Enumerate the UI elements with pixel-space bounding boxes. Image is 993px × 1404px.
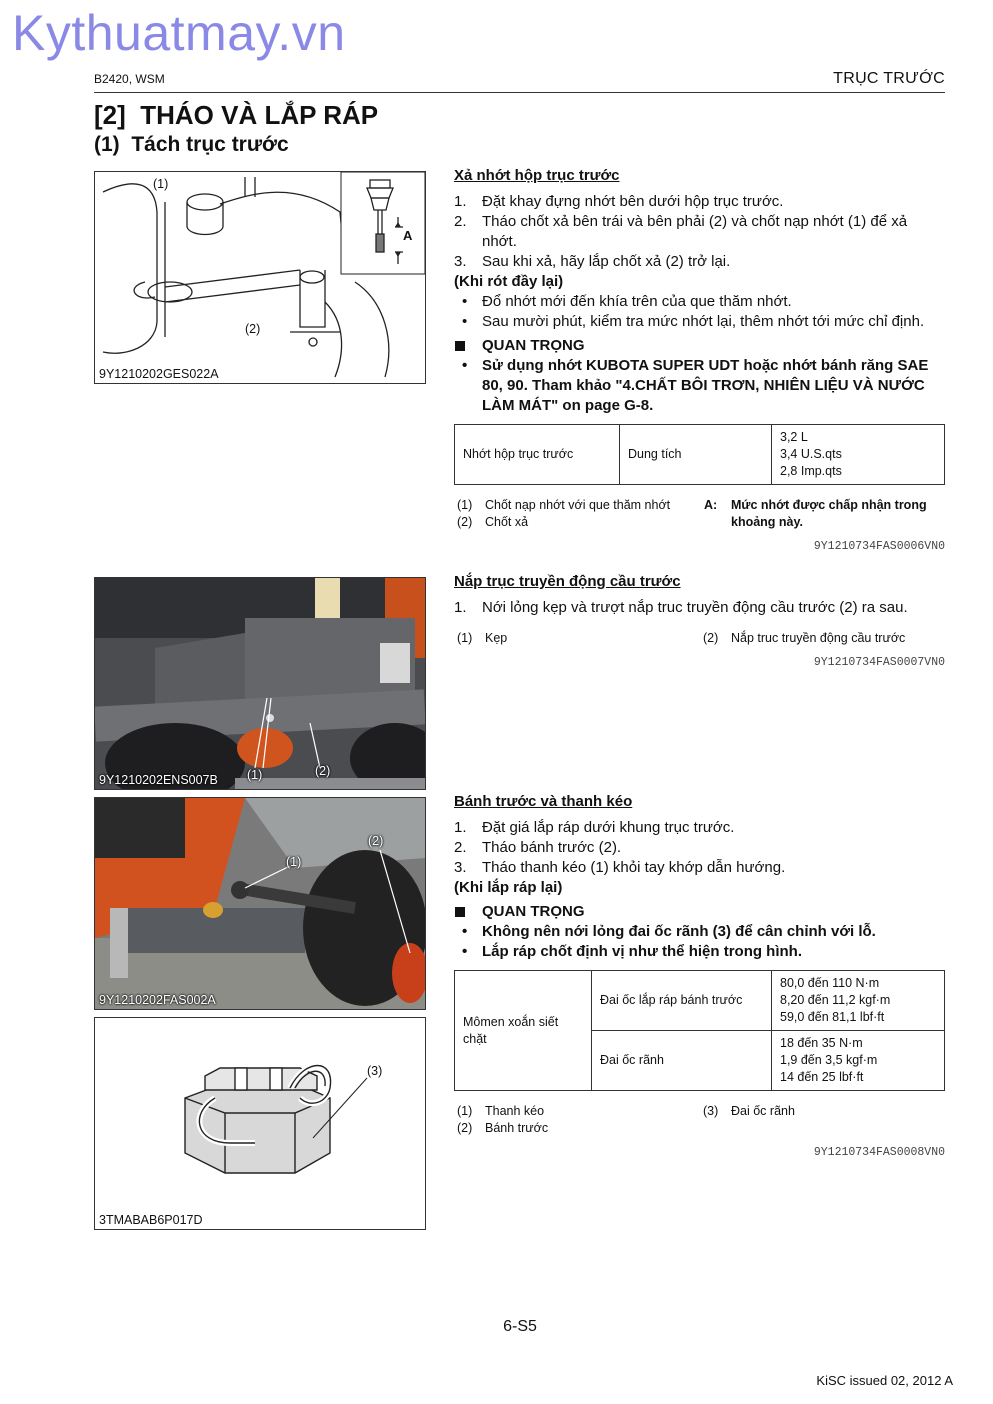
step-item — [454, 858, 945, 878]
reference-code: 9Y1210734FAS0008VN0 — [813, 1146, 945, 1159]
legend-text: Kẹp — [485, 631, 508, 645]
torque-lbfft: 59,0 đến 81,1 lbf·ft — [780, 1010, 885, 1024]
table-cell — [772, 1031, 945, 1091]
capacity-imp-qts: 2,8 Imp.qts — [780, 464, 842, 478]
important-item: • Sử dụng nhớt KUBOTA SUPER UDT hoặc nhớt bánh răng SAE 80, 90. Tham khảo "4.CHẤT BÔI TRƠN, NHIÊN LIỆU VÀ NƯỚC LÀM MÁT" on page G-8. — [454, 356, 945, 416]
torque-nm: 80,0 đến 110 N·m — [780, 976, 880, 990]
callout-A: A — [403, 228, 413, 243]
legend-text: Nắp truc truyền động cầu trước — [731, 631, 906, 645]
step-text: Nới lỏng kẹp và trượt nắp truc truyền động cầu trước (2) ra sau. — [482, 599, 908, 616]
figure-code: 9Y1210202FAS002A — [99, 993, 216, 1007]
issue-note: KiSC issued 02, 2012 A — [816, 1373, 953, 1388]
callout-1: (1) — [286, 855, 302, 869]
drive-shaft-photo — [95, 578, 425, 789]
step-number: 1. — [454, 599, 467, 616]
step-text: Đặt giá lắp ráp dưới khung trục trước. — [482, 819, 735, 836]
step-item — [454, 212, 945, 252]
legend-text: Bánh trước — [485, 1121, 549, 1135]
torque-nm: 18 đến 35 N·m — [780, 1036, 863, 1050]
important-heading: QUAN TRỌNG — [454, 902, 945, 922]
torque-table — [454, 970, 945, 1091]
watermark: Kythuatmay.vn — [12, 5, 346, 61]
legend-text: Đai ốc rãnh — [731, 1104, 795, 1118]
step-item — [454, 818, 945, 838]
legend — [454, 630, 945, 647]
front-wheel-photo — [95, 798, 425, 1009]
table-cell: Nhớt hộp trục trước — [455, 425, 620, 485]
table-cell: Đai ốc lắp ráp bánh trước — [592, 971, 772, 1031]
header-section: TRỤC TRƯỚC — [833, 70, 945, 87]
figure-oil-drain — [94, 171, 426, 384]
figure-code: 9Y1210202GES022A — [99, 367, 219, 381]
castle-nut-drawing — [95, 1018, 425, 1229]
reassembly-subheading: (Khi lắp ráp lại) — [454, 879, 563, 896]
section-front-wheel-tie-rod — [454, 792, 945, 1163]
legend — [454, 1103, 945, 1137]
section-heading: (1) Tách trục trước — [94, 133, 289, 156]
chapter-heading: [2] THÁO VÀ LẮP RÁP — [94, 100, 379, 130]
step-number: 1. — [454, 193, 467, 210]
step-item — [454, 838, 945, 858]
section-title: Bánh trước và thanh kéo — [454, 793, 633, 810]
important-heading: QUAN TRỌNG — [454, 336, 945, 356]
callout-2: (2) — [245, 322, 261, 336]
important-item: • Không nên nới lỏng đai ốc rãnh (3) để cân chỉnh với lỗ. — [454, 922, 945, 942]
legend-text: Chốt xả — [485, 515, 529, 529]
callout-1: (1) — [153, 177, 169, 191]
important-item: • Lắp ráp chốt định vị như thể hiện trong hình. — [454, 942, 945, 962]
section-drive-shaft-cover — [454, 572, 945, 673]
step-number: 1. — [454, 819, 467, 836]
figure-castle-nut — [94, 1017, 426, 1230]
reference-code: 9Y1210734FAS0006VN0 — [813, 540, 945, 553]
page-number: 6-S5 — [503, 1318, 537, 1335]
table-cell: Mômen xoắn siết chặt — [455, 971, 592, 1091]
step-text: Tháo thanh kéo (1) khỏi tay khớp dẫn hướng. — [482, 859, 786, 876]
figure-drive-shaft-cover — [94, 577, 426, 790]
figure-code: 3TMABAB6P017D — [99, 1213, 203, 1227]
legend-text: Thanh kéo — [485, 1104, 545, 1118]
legend — [454, 497, 945, 531]
legend-number: (2) — [457, 515, 473, 529]
table-cell — [772, 971, 945, 1031]
figure-code: 9Y1210202ENS007B — [99, 773, 218, 787]
legend-number: (2) — [457, 1121, 473, 1135]
step-number: 3. — [454, 859, 467, 876]
torque-kgfm: 8,20 đến 11,2 kgf·m — [780, 993, 891, 1007]
oil-drain-drawing — [95, 172, 425, 383]
legend-number: (3) — [703, 1104, 719, 1118]
header-model: B2420, WSM — [94, 72, 165, 86]
figure-front-wheel-tie-rod — [94, 797, 426, 1010]
legend-number: (1) — [457, 498, 473, 512]
step-text: Đặt khay đựng nhớt bên dưới hộp trục trước. — [482, 193, 784, 210]
torque-lbfft: 14 đến 25 lbf·ft — [780, 1070, 864, 1084]
legend-letter: A: — [704, 498, 718, 512]
legend-number: (1) — [457, 1104, 473, 1118]
torque-kgfm: 1,9 đến 3,5 kgf·m — [780, 1053, 878, 1067]
step-item — [454, 192, 945, 212]
step-text: Sau khi xả, hãy lắp chốt xả (2) trở lại. — [482, 253, 731, 270]
bullet-item: • Sau mười phút, kiểm tra mức nhớt lại, thêm nhớt tới mức chỉ định. — [454, 312, 945, 332]
table-cell: Dung tích — [620, 425, 772, 485]
legend-text: Mức nhớt được chấp nhận trong khoảng này. — [731, 498, 927, 529]
callout-1: (1) — [247, 768, 263, 782]
capacity-table — [454, 424, 945, 485]
capacity-us-qts: 3,4 U.S.qts — [780, 447, 842, 461]
step-text: Tháo bánh trước (2). — [482, 839, 622, 856]
step-number: 3. — [454, 253, 467, 270]
bullet-item: • Đổ nhớt mới đến khía trên của que thăm nhớt. — [454, 292, 945, 312]
legend-number: (2) — [703, 631, 719, 645]
step-item — [454, 252, 945, 272]
step-text: Tháo chốt xả bên trái và bên phải (2) và chốt nạp nhớt (1) để xả nhớt. — [482, 213, 908, 250]
section-oil-drain — [454, 166, 945, 557]
legend-text: Chốt nạp nhớt với que thăm nhớt — [485, 498, 671, 512]
table-cell: Đai ốc rãnh — [592, 1031, 772, 1091]
callout-2: (2) — [368, 834, 384, 848]
refill-subheading: (Khi rót đầy lại) — [454, 273, 564, 290]
step-number: 2. — [454, 839, 467, 856]
step-item — [454, 598, 945, 618]
table-cell — [772, 425, 945, 485]
section-title: Nắp trục truyền động cầu trước — [454, 573, 681, 590]
header-rule — [94, 92, 945, 93]
section-title: Xả nhớt hộp trục trước — [454, 167, 620, 184]
capacity-liters: 3,2 L — [780, 430, 808, 444]
callout-2: (2) — [315, 764, 331, 778]
reference-code: 9Y1210734FAS0007VN0 — [813, 656, 945, 669]
step-number: 2. — [454, 213, 467, 230]
legend-number: (1) — [457, 631, 473, 645]
callout-3: (3) — [367, 1064, 383, 1078]
